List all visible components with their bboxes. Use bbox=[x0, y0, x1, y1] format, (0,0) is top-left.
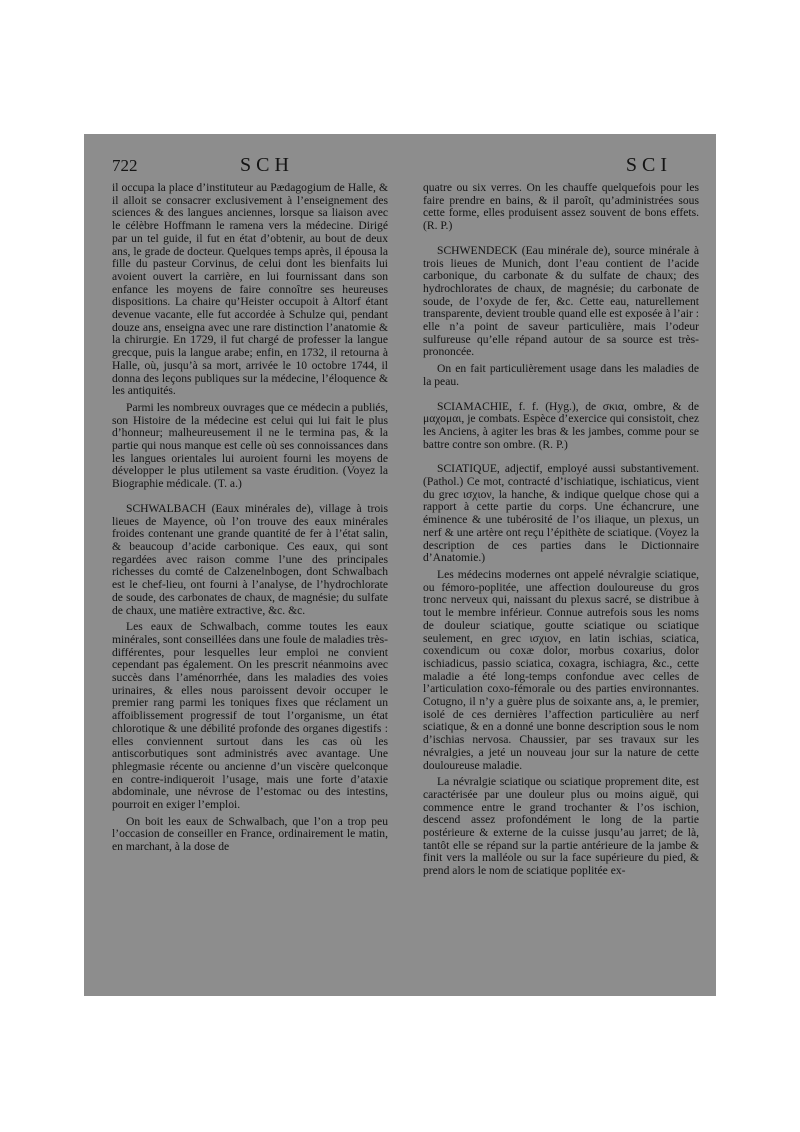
paragraph-schwalbach-uses: Les eaux de Schwalbach, comme toutes les eaux minérales, sont conseillées dans une foule de maladies très-différentes, pour lesquelles leur emploi ne convient cependant pas également. On les prescrit néanmoins avec succès dans l’aménorrhée, dans les maladies des voies urinaires, & elles nous paroissent devoir occuper le premier rang parmi les toniques fixes que réclament un affoiblissement progressif de tout l’organisme, un état chlorotique & une débilité profonde des organes digestifs : elles conviennent surtout dans les cas où les antiscorbutiques sont administrés avec avantage. Une phlegmasie récente ou ancienne d’un viscère quelconque en contre-indiqueroit l’usage, mais une forte d’ataxie abdominale, une névrose de l’estomac ou des intestins, pourroit en exiger l’emploi. bbox=[112, 620, 388, 812]
left-running-head: SCH bbox=[240, 154, 294, 176]
paragraph-schwendeck-uses: On en fait particulièrement usage dans les maladies de la peau. bbox=[423, 362, 699, 388]
entry-schwendeck: SCHWENDECK (Eau minérale de), source minérale à trois lieues de Munich, dont l’eau contient de l’acide carbonique, du carbonate & du sulfate de chaux; des hydrochlorates de chaux, de magnésie; du carbonate de soude, de l’oxyde de fer, &c. Cette eau, naturellement transparente, devient trouble quand elle est exposée à l’air : elle n’a point de saveur particulière, mais l’odeur sulfureuse qu’elle répand autour de sa source est très-prononcée. bbox=[423, 243, 699, 359]
scanned-page bbox=[84, 134, 716, 996]
paragraph-nevralgie-description: La névralgie sciatique ou sciatique proprement dite, est caractérisée par une douleur plus ou moins aiguë, qui commence entre le grand trochanter & l’os ischion, descend assez profondément le long de la partie postérieure & externe de la cuisse jusqu’au jarret; de là, tantôt elle se répand sur la partie antérieure de la jambe & finit vers la malléole ou sur la face supérieure du pied, & prend alors le nom de sciatique poplitée ex- bbox=[423, 775, 699, 878]
page-number: 722 bbox=[112, 156, 138, 175]
paragraph-schwalbach-dosage: On boit les eaux de Schwalbach, que l’on a trop peu l’occasion de conseiller en France, ordinairement le matin, en marchant, à la dose de bbox=[112, 814, 388, 854]
paragraph-schwalbach-continued: quatre ou six verres. On les chauffe quelquefois pour les faire prendre en bains, & il paroît, qu’administrées sous cette forme, elles produisent assez souvent de bons effets. (R. P.) bbox=[423, 181, 699, 233]
running-header bbox=[112, 156, 702, 180]
entry-schwalbach: SCHWALBACH (Eaux minérales de), village à trois lieues de Mayence, où l’on trouve des eaux minérales froides contenant une grande quantité de fer à l’état salin, & beaucoup d’acide carbonique. Ces eaux, qui sont regardées avec raison comme l’une des principales richesses du comté de Calzenelnbogen, dont Schwalbach est le chef-lieu, ont fourni à l’analyse, de l’hydrochlorate de soude, des carbonates de chaux, de magnésie; du sulfate de chaux, une matière extractive, &c. &c. bbox=[112, 501, 388, 617]
paragraph-nevralgie-sciatique: Les médecins modernes ont appelé névralgie sciatique, ou fémoro-poplitée, une affection douloureuse du gros tronc nerveux qui, naissant du plexus sacré, se distribue à tout le membre inférieur. Connue autrefois sous les noms de douleur sciatique, goutte sciatique ou sciatique seulement, en grec ισχιον, en latin ischias, sciatica, coxendicum ou coxæ dolor, morbus coxarius, dolor ischiadicus, passio sciatica, coxagra, ischiagra, &c., cette maladie a été long-temps confondue avec celles de l’articulation coxo-fémorale ou des parties environnantes. Cotugno, il n’y a guère plus de soixante ans, a, le premier, isolé de ces dernières l’affection particulière au nerf sciatique, & en a donné une bonne description sous le nom d’ischias nervosa. Chaussier, par ses travaux sur les névralgies, a jeté un nouveau jour sur la nature de cette douloureuse maladie. bbox=[423, 567, 699, 772]
entry-sciatique: SCIATIQUE, adjectif, employé aussi substantivement. (Pathol.) Ce mot, contracté d’ischiatique, ischiaticus, vient du grec ισχιον, la hanche, & indique quelque chose qui a rapport à cette partie du corps. Une échancrure, une éminence & une tubérosité de l’os iliaque, un plexus, un nerf & une artère ont reçu l’épithète de sciatique. (Voyez la description de ces parties dans le Dictionnaire d’Anatomie.) bbox=[423, 462, 699, 565]
entry-sciamachie: SCIAMACHIE, f. f. (Hyg.), de σκια, ombre, & de μαχομαι, je combats. Espèce d’exercice qui consistoit, chez les Anciens, à agiter les bras & les jambes, comme pour se battre contre son ombre. (R. P.) bbox=[423, 399, 699, 451]
right-running-head: SCI bbox=[625, 154, 672, 176]
paragraph-schulze-biography: il occupa la place d’instituteur au Pædagogium de Halle, & il alloit se consacrer exclusivement à l’enseignement des sciences & des langues anciennes, lorsque sa liaison avec le célèbre Hoffmann le ramena vers la médecine. Dirigé par un tel guide, il fut en état d’obtenir, au bout de deux ans, le grade de docteur. Quelques temps après, il épousa la fille du pasteur Corvinus, de celui dont les bienfaits lui avoient ouvert la carrière, en lui fournissant dans son enfance les moyens de faire connoître ses heureuses dispositions. La chaire qu’Heister occupoit à Altorf étant devenue vacante, elle fut accordée à Schulze qui, pendant douze ans, enseigna avec une rare distinction l’anatomie & la chirurgie. En 1729, il fut chargé de professer la langue grecque, puis la langue arabe; enfin, en 1732, il retourna à Halle, où, jusqu’à sa mort, arrivée le 10 octobre 1744, il donna des leçons publiques sur la médecine, l’éloquence & les antiquités. bbox=[112, 181, 388, 398]
paragraph-schulze-works: Parmi les nombreux ouvrages que ce médecin a publiés, son Histoire de la médecine est celui qui lui fait le plus d’honneur; malheureusement il ne le termina pas, & la partie qui nous manque est celle où ses connoissances dans les langues orientales lui auroient fourni les moyens de développer le plus utilement sa vaste érudition. (Voyez la Biographie médicale. (T. a.) bbox=[112, 400, 388, 491]
right-text-column bbox=[423, 182, 699, 878]
left-text-column bbox=[112, 182, 388, 854]
